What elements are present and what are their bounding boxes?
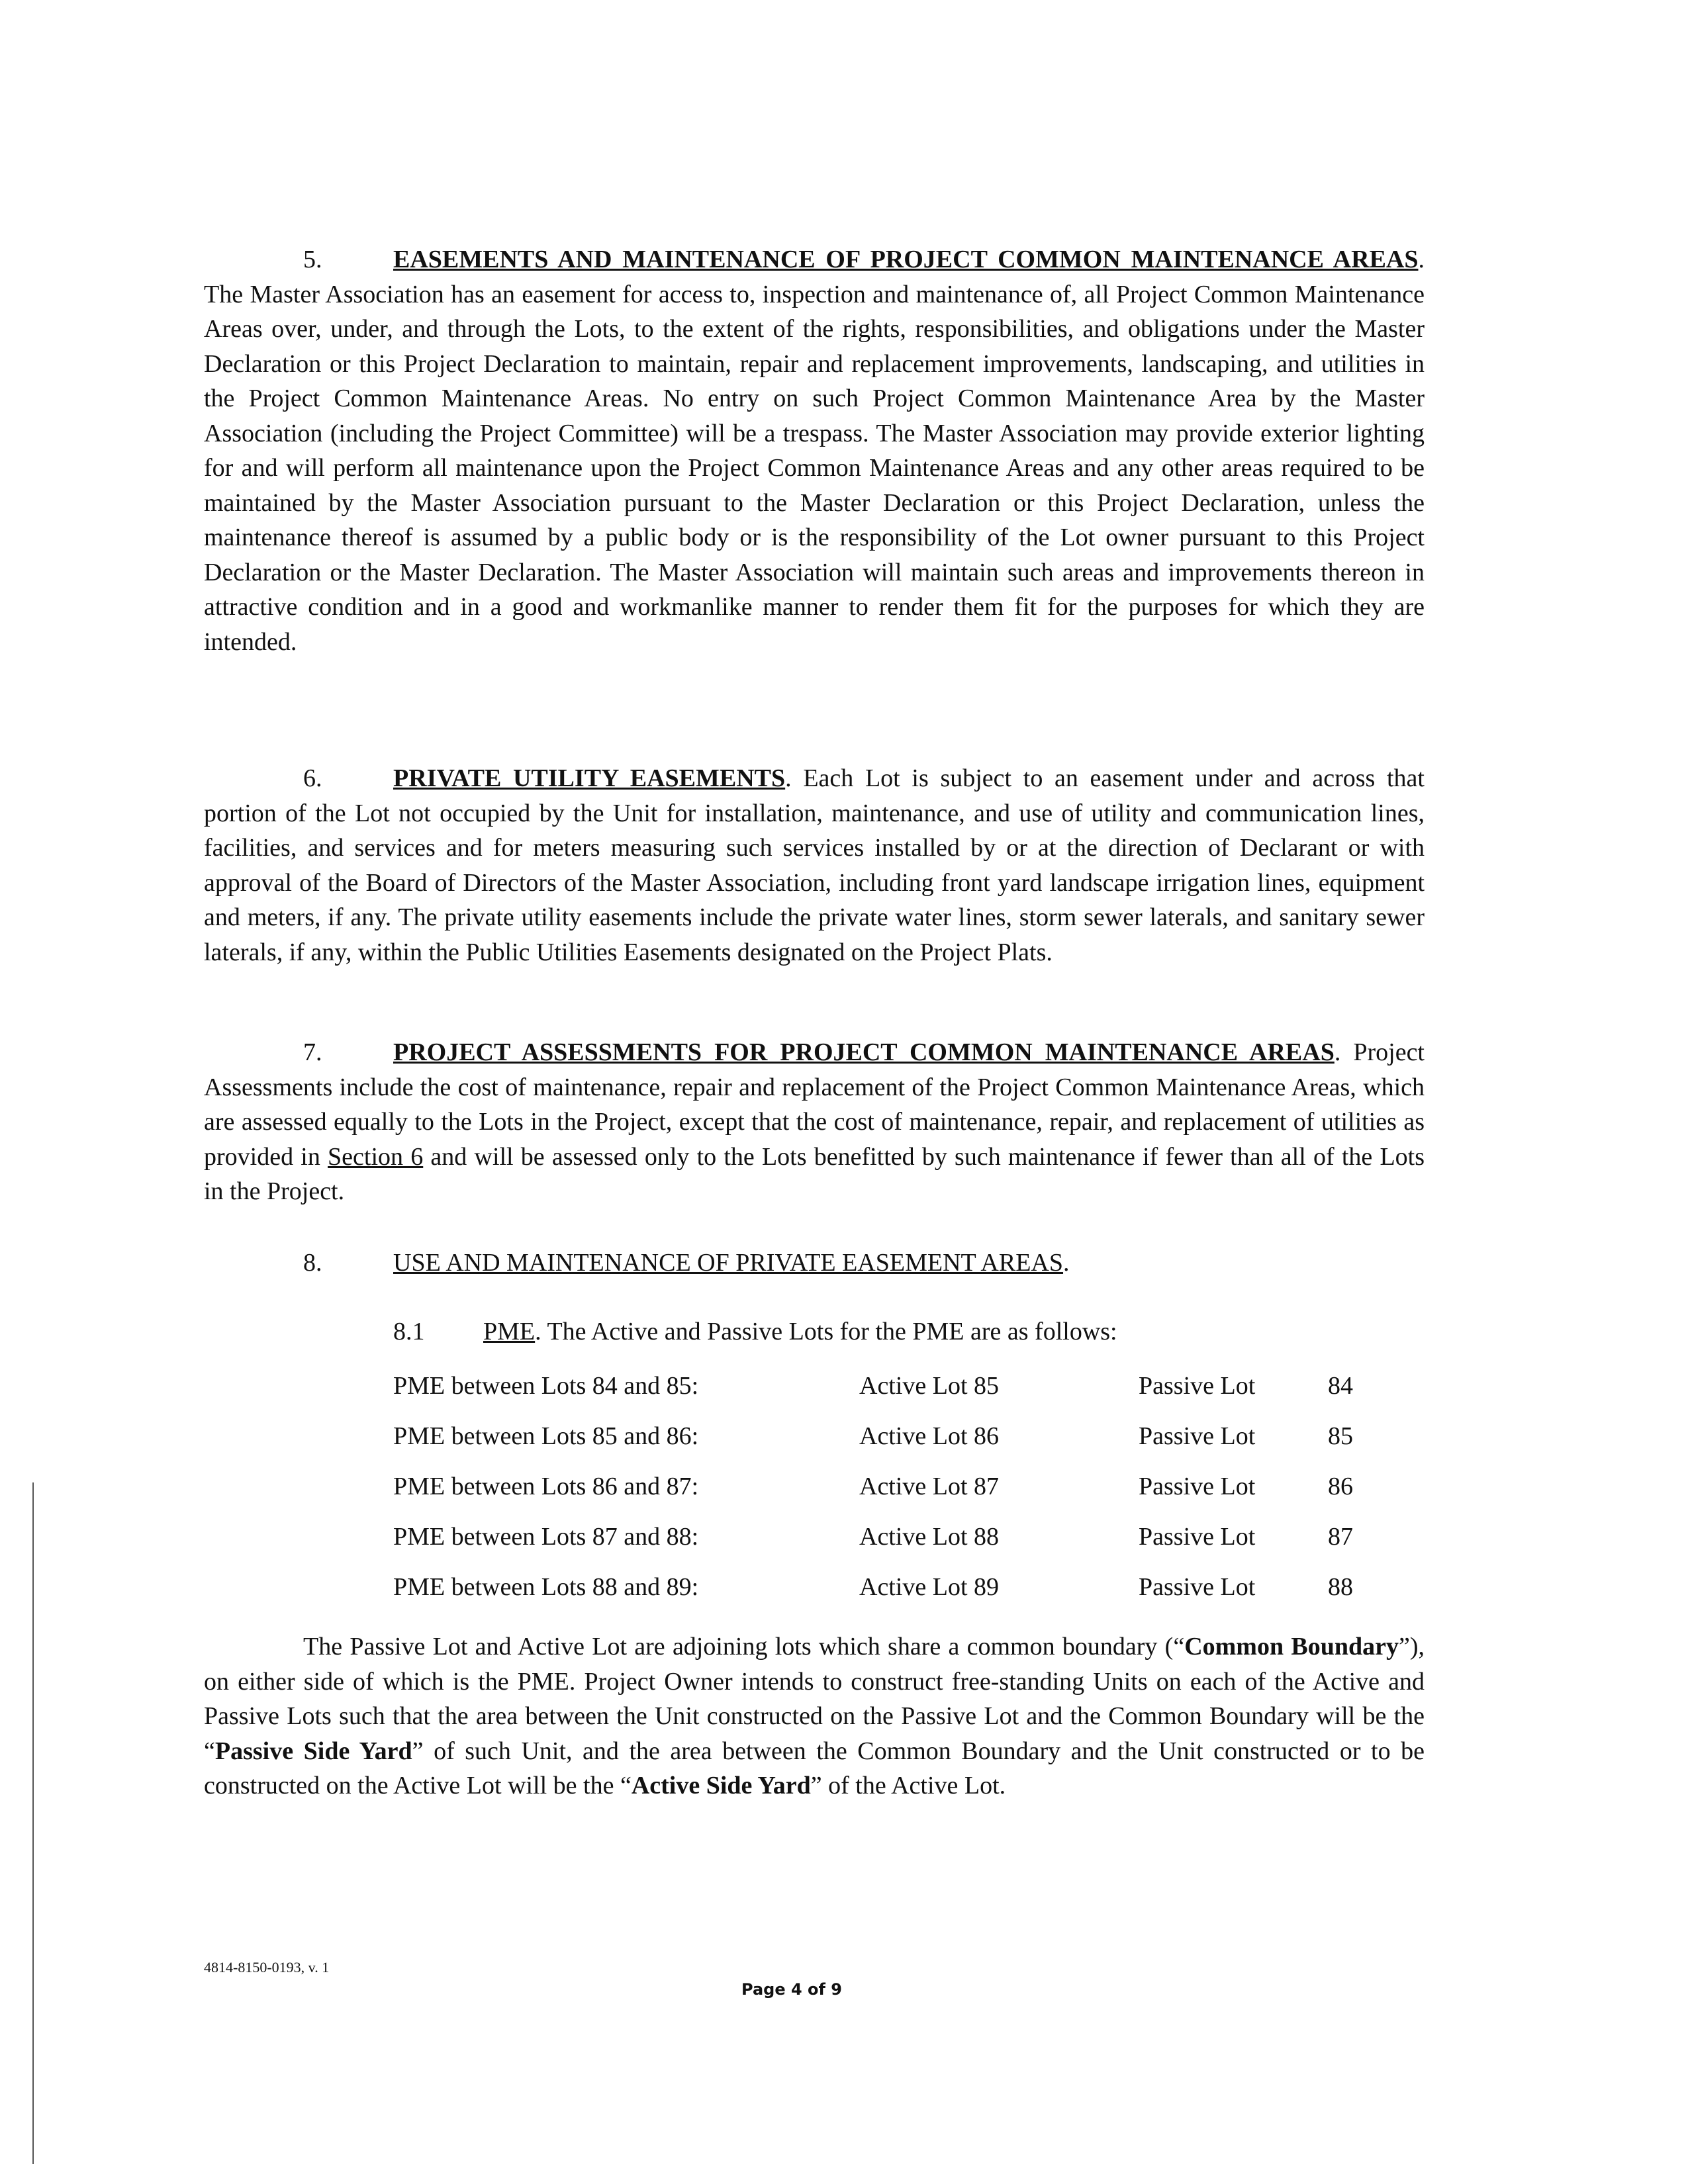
section-6 [204, 761, 1425, 970]
page-number: Page 4 of 9 [741, 1980, 842, 1999]
section-7-heading: PROJECT ASSESSMENTS FOR PROJECT COMMON MAINTENANCE AREAS [393, 1038, 1335, 1066]
section-5-body: . The Master Association has an easement for access to, inspection and maintenance of, all Project Common Maintenance Areas over, under, and through the Lots, to the extent of the rights, responsibilities, and obligations under the Master Declaration or this Project Declaration to maintain, repair and replacement improvements, landscaping, and utilities in the Project Common Maintenance Areas. No entry on such Project Common Maintenance Area by the Master Association (including the Project Committee) will be a trespass. The Master Association may provide exterior lighting for and will perform all maintenance upon the Project Common Maintenance Areas and any other areas required to be maintained by the Master Association pursuant to the Master Declaration or this Project Declaration, unless the maintenance thereof is assumed by a public body or is the responsibility of the Lot owner pursuant to this Project Declaration or the Master Declaration. The Master Association will maintain such areas and improvements thereon in attractive condition and in a good and workmanlike manner to render them fit for the purposes for which they are intended. [204, 246, 1425, 656]
term-passive-side-yard: Passive Side Yard [214, 1737, 412, 1765]
table-row [393, 1422, 1386, 1472]
document-id: 4814-8150-0193, v. 1 [204, 1959, 330, 1976]
passive-lot-number-cell: 88 [1328, 1573, 1353, 1601]
pme-table [393, 1371, 1386, 1623]
pme-cell: PME between Lots 87 and 88: [393, 1523, 699, 1551]
section-8-number: 8. [303, 1249, 322, 1277]
section-8-closing-paragraph [204, 1629, 1425, 1803]
passive-label-cell: Passive Lot [1139, 1422, 1256, 1450]
section-5-heading: EASEMENTS AND MAINTENANCE OF PROJECT COMMON MAINTENANCE AREAS [393, 246, 1419, 273]
section-8-heading: USE AND MAINTENANCE OF PRIVATE EASEMENT AREAS [393, 1249, 1064, 1277]
closing-text-4: ” of the Active Lot. [810, 1772, 1006, 1799]
section-7-number: 7. [303, 1038, 322, 1066]
active-lot-cell: Active Lot 87 [859, 1473, 1000, 1500]
pme-cell: PME between Lots 85 and 86: [393, 1422, 699, 1450]
passive-lot-number-cell: 85 [1328, 1422, 1353, 1450]
closing-text-2: ”), on either side of which is the PME. Project Owner intends to construct free-standing Units on each of the Active and Passive Lots such that the area between the Unit constructed on the Passive Lot and the Common Boundary will be the “ [204, 1633, 1425, 1765]
active-lot-cell: Active Lot 88 [859, 1523, 1000, 1551]
term-active-side-yard: Active Side Yard [631, 1772, 811, 1799]
active-lot-cell: Active Lot 86 [859, 1422, 1000, 1450]
section-6-reference-link[interactable]: Section 6 [328, 1142, 424, 1171]
passive-label-cell: Passive Lot [1139, 1573, 1256, 1601]
section-5 [204, 242, 1425, 659]
passive-lot-number-cell: 86 [1328, 1473, 1353, 1500]
section-6-heading: PRIVATE UTILITY EASEMENTS [393, 764, 786, 792]
subsection-8-1 [393, 1314, 1117, 1349]
section-7 [204, 1035, 1425, 1209]
table-row [393, 1371, 1386, 1422]
passive-lot-number-cell: 84 [1328, 1372, 1353, 1400]
subsection-8-1-number: 8.1 [393, 1318, 425, 1345]
term-common-boundary: Common Boundary [1184, 1633, 1399, 1661]
pme-cell: PME between Lots 88 and 89: [393, 1573, 699, 1601]
closing-text-1: The Passive Lot and Active Lot are adjoining lots which share a common boundary (“ [303, 1633, 1185, 1661]
margin-scan-line [32, 1482, 34, 2164]
section-8-header: 8. USE AND MAINTENANCE OF PRIVATE EASEMENT AREAS. [303, 1246, 1070, 1280]
closing-text-3: ” of such Unit, and the area between the Common Boundary and the Unit constructed or to be constructed on the Active Lot will be the “ [204, 1737, 1425, 1799]
table-row [393, 1572, 1386, 1623]
subsection-8-1-heading: PME [483, 1318, 536, 1345]
table-row [393, 1472, 1386, 1522]
table-row [393, 1522, 1386, 1572]
section-7-body-after: and will be assessed only to the Lots benefitted by such maintenance if fewer than all of the Lots in the Project. [204, 1142, 1425, 1205]
passive-label-cell: Passive Lot [1139, 1372, 1256, 1400]
passive-label-cell: Passive Lot [1139, 1523, 1256, 1551]
active-lot-cell: Active Lot 89 [859, 1573, 1000, 1601]
passive-lot-number-cell: 87 [1328, 1523, 1353, 1551]
active-lot-cell: Active Lot 85 [859, 1372, 1000, 1400]
pme-cell: PME between Lots 86 and 87: [393, 1473, 699, 1500]
section-6-body: . Each Lot is subject to an easement under and across that portion of the Lot not occupied by the Unit for installation, maintenance, and use of utility and communication lines, facilities, and services and for meters measuring such services installed by or at the direction of Declarant or with approval of the Board of Directors of the Master Association, including front yard landscape irrigation lines, equipment and meters, if any. The private utility easements include the private water lines, storm sewer laterals, and sanitary sewer laterals, if any, within the Public Utilities Easements designated on the Project Plats. [204, 764, 1425, 966]
section-6-number: 6. [303, 764, 322, 792]
subsection-8-1-body: . The Active and Passive Lots for the PME are as follows: [535, 1318, 1117, 1345]
section-5-number: 5. [303, 246, 322, 273]
passive-label-cell: Passive Lot [1139, 1473, 1256, 1500]
pme-cell: PME between Lots 84 and 85: [393, 1372, 699, 1400]
section-7-body-before: . Project Assessments include the cost of maintenance, repair and replacement of the Project Common Maintenance Areas, which are assessed equally to the Lots in the Project, except that the cost of maintenance, repair, and replacement of utilities as provided in [204, 1038, 1425, 1171]
